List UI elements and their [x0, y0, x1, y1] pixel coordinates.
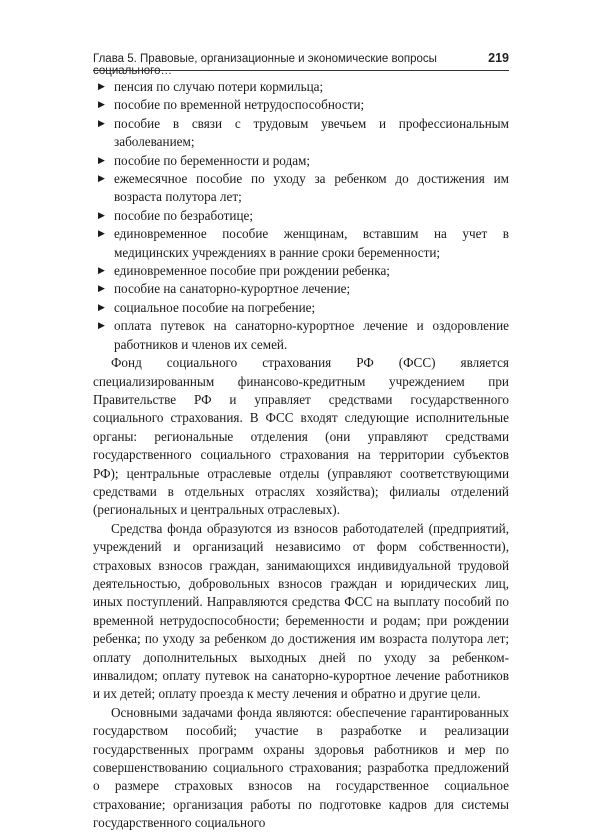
- list-item: [93, 225, 509, 262]
- list-item-text: пособие на санаторно-курортное лечение;: [114, 281, 351, 297]
- page-number: 219: [488, 51, 509, 65]
- header-divider: [93, 70, 509, 71]
- list-item: [93, 170, 509, 207]
- list-item: [93, 78, 509, 96]
- paragraph-fund-sources: Средства фонда образуются из взносов работодателей (предприятий, учреждений и организаций независимо от форм собственности), страховых взносов граждан, занимающихся индивидуальной трудовой деятельностью, добровольных взносов граждан и юридических лиц, иных поступлений. Направляются средства ФСС на выплату пособий по временной нетрудоспособности; беременности и родам; при рождении ребенка; по уходу за ребенком до достижения им возраста полутора лет; оплату дополнительных выходных дней по уходу за ребенком-инвалидом; оплату путевок на санаторно-курортное лечение работников и их детей; оплату проезда к месту лечения и обратно и другие цели.: [93, 520, 509, 702]
- triangle-bullet-icon: ▶: [98, 174, 105, 185]
- list-item-text: ежемесячное пособие по уходу за ребенком до достижения им возраста полутора лет;: [114, 171, 509, 205]
- triangle-bullet-icon: ▶: [98, 302, 105, 313]
- triangle-bullet-icon: ▶: [98, 82, 105, 92]
- list-item-text: оплата путевок на санаторно-курортное лечение и оздоровление работников и членов их семей.: [114, 318, 509, 352]
- paragraph-fund-tasks: Основными задачами фонда являются: обеспечение гарантированных государством пособий; участие в разработке и реализации государственных программ охраны здоровья работников и мер по совершенствованию социального страхования; разработка предложений о размере страховых взносов на государственное социальное страхование; организация работы по подготовке кадров для системы государственного социального: [93, 704, 509, 831]
- list-item: [93, 262, 509, 280]
- triangle-bullet-icon: ▶: [98, 266, 105, 277]
- list-item: [93, 207, 509, 225]
- list-item-text: пособие по безработице;: [114, 207, 254, 223]
- page-body: [93, 78, 509, 833]
- list-item-text: единовременное пособие при рождении ребенка;: [114, 263, 390, 279]
- list-item: [93, 96, 509, 114]
- list-item: [93, 152, 509, 170]
- list-item-text: единовременное пособие женщинам, вставшим на учет в медицинских учреждениях в ранние сроки беременности;: [114, 226, 509, 260]
- running-header-title: Глава 5. Правовые, организационные и экономические вопросы социального…: [93, 53, 437, 77]
- triangle-bullet-icon: ▶: [98, 100, 105, 111]
- benefits-list: [93, 78, 509, 354]
- triangle-bullet-icon: ▶: [98, 284, 105, 295]
- list-item-text: пенсия по случаю потери кормильца;: [114, 79, 324, 94]
- triangle-bullet-icon: ▶: [98, 118, 105, 129]
- list-item-text: социальное пособие на погребение;: [114, 299, 316, 315]
- list-item-text: пособие в связи с трудовым увечьем и профессиональным заболеванием;: [114, 115, 509, 150]
- list-item-text: пособие по беременности и родам;: [114, 152, 311, 168]
- list-item: [93, 299, 509, 317]
- running-header: [93, 51, 509, 77]
- list-item: [93, 280, 509, 298]
- list-item-text: пособие по временной нетрудоспособности;: [114, 97, 365, 113]
- triangle-bullet-icon: ▶: [98, 210, 105, 221]
- triangle-bullet-icon: ▶: [98, 155, 105, 166]
- list-item: [93, 317, 509, 354]
- paragraph-fss-definition: Фонд социального страхования РФ (ФСС) является специализированным финансово-кредитным учреждением при Правительстве РФ и управляет средствами государственного социального страхования. В ФСС входят следующие исполнительные органы: региональные отделения (они управляют средствами государственного социального страхования на территории субъектов РФ); центральные отраслевые отделы (управляют соответствующими средствами в отдельных отраслях хозяйства); филиалы отделений (региональных и центральных отраслевых).: [93, 355, 509, 518]
- list-item: [93, 115, 509, 152]
- triangle-bullet-icon: ▶: [98, 229, 105, 240]
- triangle-bullet-icon: ▶: [98, 321, 105, 332]
